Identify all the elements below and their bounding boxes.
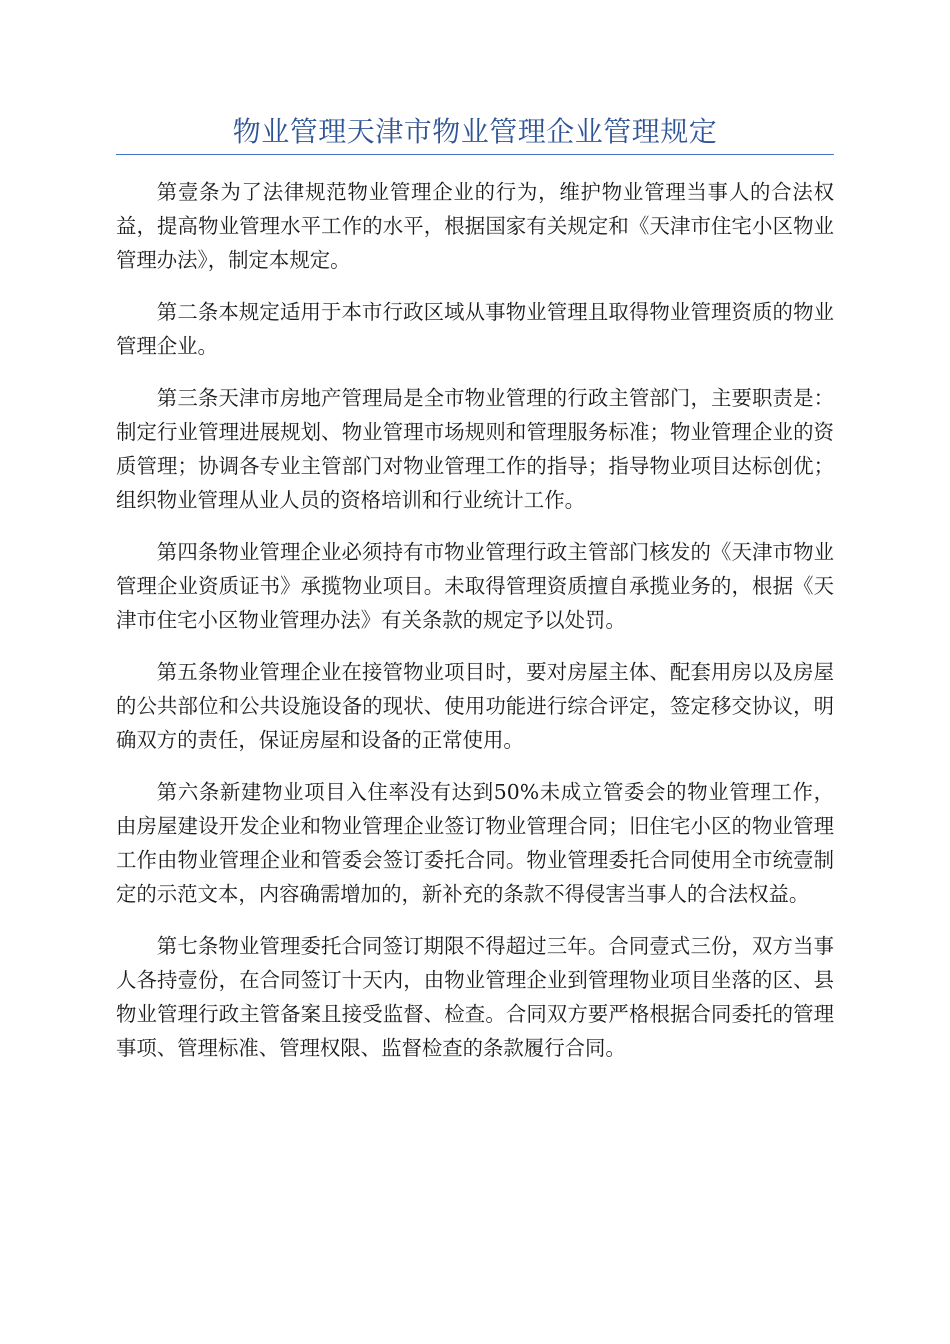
article-7-paragraph: 第七条物业管理委托合同签订期限不得超过三年。合同壹式三份，双方当事人各持壹份，在合同签订十天内，由物业管理企业到管理物业项目坐落的区、县物业管理行政主管备案且接受监督、检查。合同双方要严格根据合同委托的管理事项、管理标准、管理权限、监督检查的条款履行合同。 xyxy=(116,934,834,1060)
document-page xyxy=(116,0,834,1083)
document-body xyxy=(116,155,834,1065)
article-3-paragraph: 第三条天津市房地产管理局是全市物业管理的行政主管部门，主要职责是：制定行业管理进展规划、物业管理市场规则和管理服务标准；物业管理企业的资质管理；协调各专业主管部门对物业管理工作的指导；指导物业项目达标创优；组织物业管理从业人员的资格培训和行业统计工作。 xyxy=(116,386,834,512)
article-6-paragraph: 第六条新建物业项目入住率没有达到50%未成立管委会的物业管理工作，由房屋建设开发企业和物业管理企业签订物业管理合同；旧住宅小区的物业管理工作由物业管理企业和管委会签订委托合同。物业管理委托合同使用全市统壹制定的示范文本，内容确需增加的，新补充的条款不得侵害当事人的合法权益。 xyxy=(116,780,834,906)
document-title: 物业管理天津市物业管理企业管理规定 xyxy=(232,115,718,148)
article-1-paragraph: 第壹条为了法律规范物业管理企业的行为，维护物业管理当事人的合法权益，提高物业管理水平工作的水平，根据国家有关规定和《天津市住宅小区物业管理办法》，制定本规定。 xyxy=(116,180,834,272)
article-4-paragraph: 第四条物业管理企业必须持有市物业管理行政主管部门核发的《天津市物业管理企业资质证书》承揽物业项目。未取得管理资质擅自承揽业务的，根据《天津市住宅小区物业管理办法》有关条款的规定予以处罚。 xyxy=(116,540,834,632)
article-5-paragraph: 第五条物业管理企业在接管物业项目时，要对房屋主体、配套用房以及房屋的公共部位和公共设施设备的现状、使用功能进行综合评定，签定移交协议，明确双方的责任，保证房屋和设备的正常使用。 xyxy=(116,660,834,752)
article-2-paragraph: 第二条本规定适用于本市行政区域从事物业管理且取得物业管理资质的物业管理企业。 xyxy=(116,300,834,358)
